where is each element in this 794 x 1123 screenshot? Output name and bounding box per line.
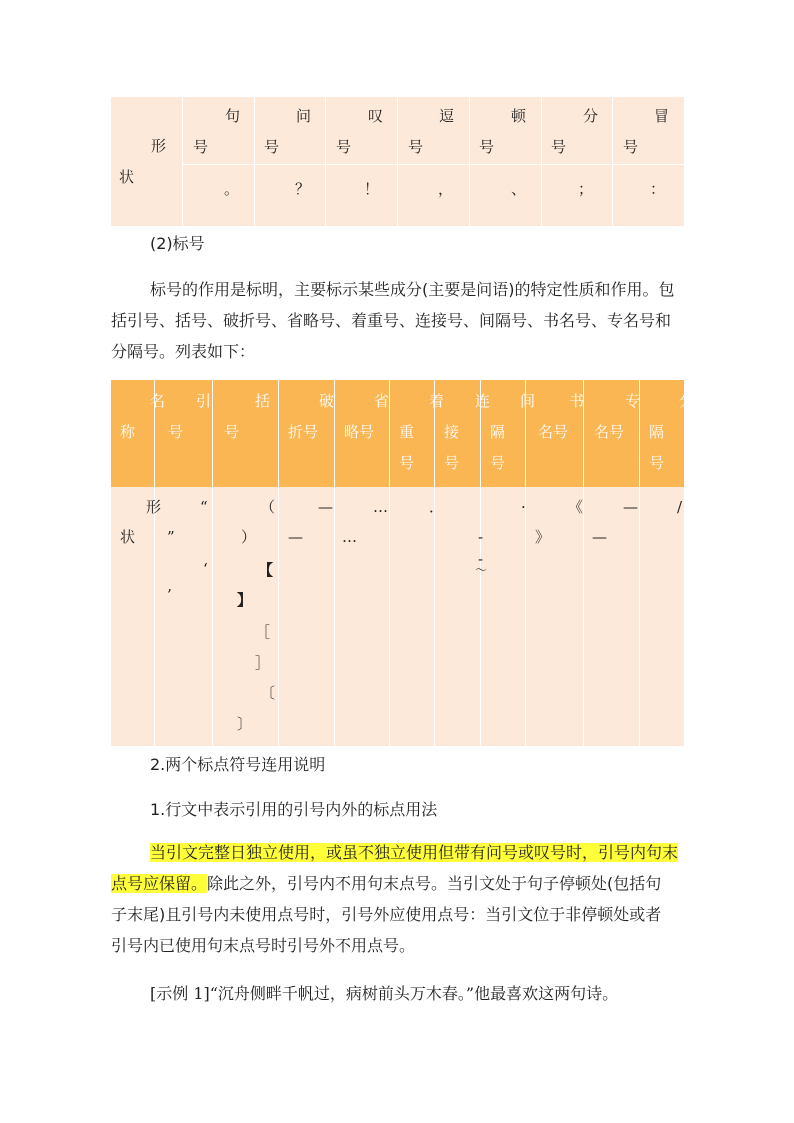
column-header-bottom: 号 <box>193 138 209 156</box>
interpunct-mark: · <box>521 498 526 516</box>
table-divider <box>334 380 335 746</box>
table-divider <box>325 97 326 226</box>
table-divider <box>639 380 640 746</box>
book-title-mark: 《 <box>568 498 584 516</box>
header-char: 隔 <box>649 423 665 441</box>
table-divider <box>254 97 255 226</box>
bracket-mark: ［ <box>255 623 271 641</box>
column-header-bottom: 号 <box>551 138 567 156</box>
table-divider <box>212 380 213 746</box>
bracket-mark: 】 <box>237 591 253 609</box>
quote-mark: ‘ <box>203 560 208 578</box>
paragraph-line <box>111 876 661 892</box>
marker-table <box>111 380 695 746</box>
emphasis-mark: ． <box>429 498 445 516</box>
header-char: 分 <box>679 392 695 410</box>
header-char: 略号 <box>344 423 375 441</box>
paragraph-line: 引号内已使用句末点号时引号外不用点号。 <box>111 936 416 955</box>
dash-mark: — <box>288 528 303 546</box>
example-line: [示例 1]“沉舟侧畔千帆过，病树前头万木春。”他最喜欢这两句诗。 <box>150 984 619 1003</box>
header-char: 称 <box>120 423 136 441</box>
header-char: 接 <box>444 423 460 441</box>
section-heading-biaohao: (2)标号 <box>150 234 205 253</box>
mark-cell: ？ <box>295 180 311 198</box>
header-char: 隔 <box>490 423 506 441</box>
table-divider <box>541 97 542 226</box>
section-heading: 2.两个标点符号连用说明 <box>150 755 326 774</box>
table-divider <box>182 97 183 226</box>
connector-mark: - <box>478 528 484 546</box>
column-header-top: 顿 <box>511 107 527 125</box>
header-char: 括 <box>255 392 271 410</box>
table-divider <box>154 380 155 746</box>
header-char: 号 <box>224 423 240 441</box>
paragraph-line: 分隔号。列表如下： <box>111 342 256 361</box>
table-divider <box>434 380 435 746</box>
header-char: 着 <box>429 392 445 410</box>
highlighted-text: 当引文完整日独立使用，或虽不独立使用但带有问号或叹号时，引号内句末 <box>150 843 679 862</box>
header-char: 名 <box>150 392 166 410</box>
table-divider <box>583 380 584 746</box>
column-header-top: 冒 <box>654 107 670 125</box>
bracket-mark: ］ <box>255 654 271 672</box>
column-header-bottom: 号 <box>336 138 352 156</box>
header-char: 号 <box>444 454 460 472</box>
table-divider <box>389 380 390 746</box>
paragraph-line: 括引号、括号、破折号、省略号、着重号、连接号、间隔号、书名号、专名号和 <box>111 311 672 330</box>
proper-noun-mark: — <box>592 528 607 546</box>
mark-cell: 、 <box>511 180 527 198</box>
table-divider <box>278 380 279 746</box>
mark-cell: 。 <box>224 180 240 198</box>
column-header-bottom: 号 <box>479 138 495 156</box>
header-char: 引 <box>196 392 212 410</box>
connector-mark: ～ <box>475 563 488 577</box>
ellipsis-mark: … <box>373 498 388 516</box>
header-char: 书 <box>569 392 585 410</box>
paragraph-text: 除此之外，引号内不用句末点号。当引文处于句子停顿处(包括句 <box>207 874 662 893</box>
header-char: 破 <box>319 392 335 410</box>
bracket-mark: ） <box>241 528 257 546</box>
header-char: 名号 <box>594 423 625 441</box>
table-divider <box>525 380 526 746</box>
quote-mark: “ <box>200 498 208 516</box>
column-header-bottom: 号 <box>408 138 424 156</box>
table-divider <box>397 97 398 226</box>
paragraph-line: 标号的作用是标明，主要标示某些成分(主要是问语)的特定性质和作用。包 <box>150 280 675 299</box>
dash-mark: — <box>318 498 333 516</box>
header-char: 号 <box>399 454 415 472</box>
column-header-top: 句 <box>225 107 241 125</box>
row-header-char: 状 <box>119 168 135 186</box>
table-divider <box>612 97 613 226</box>
book-title-mark: 》 <box>535 528 551 546</box>
ellipsis-mark: … <box>342 528 357 546</box>
column-header-top: 叹 <box>368 107 384 125</box>
column-header-top: 逗 <box>439 107 455 125</box>
row-header-char: 形 <box>151 137 167 155</box>
mark-cell: ； <box>578 180 594 198</box>
header-char: 折号 <box>288 423 319 441</box>
header-char: 连 <box>475 392 491 410</box>
header-char: 专 <box>625 392 641 410</box>
table-divider <box>469 97 470 226</box>
point-marks-table <box>111 97 684 226</box>
bracket-mark: （ <box>260 498 276 516</box>
bracket-mark: 【 <box>258 561 274 579</box>
column-header-top: 分 <box>583 107 599 125</box>
row-header-char: 状 <box>120 528 136 546</box>
section-subheading: 1.行文中表示引用的引号内外的标点用法 <box>150 800 438 819</box>
row-header-char: 形 <box>146 498 162 516</box>
header-char: 号 <box>168 423 184 441</box>
column-header-bottom: 号 <box>623 138 639 156</box>
header-char: 号 <box>649 454 665 472</box>
header-char: 号 <box>490 454 506 472</box>
mark-cell: ！ <box>364 180 380 198</box>
mark-cell: ： <box>650 180 666 198</box>
header-char: 重 <box>399 423 415 441</box>
bracket-mark: 〔 <box>260 684 276 702</box>
paragraph-line: 子末尾)且引号内未使用点号时，引号外应使用点号：当引文位于非停顿处或者 <box>111 905 662 924</box>
table-divider <box>182 164 684 165</box>
proper-noun-mark: — <box>623 498 638 516</box>
highlighted-text: 点号应保留。 <box>111 874 208 893</box>
header-char: 省 <box>374 392 390 410</box>
header-char: 间 <box>520 392 536 410</box>
connector-mark: - <box>478 550 484 568</box>
header-char: 名号 <box>538 423 569 441</box>
column-header-top: 问 <box>296 107 312 125</box>
quote-mark: ” <box>167 528 175 546</box>
paragraph-line <box>150 845 678 861</box>
bracket-mark: 〕 <box>237 715 253 733</box>
column-header-bottom: 号 <box>264 138 280 156</box>
quote-mark: ’ <box>167 586 172 604</box>
table-body-band <box>111 487 684 746</box>
mark-cell: ， <box>438 180 454 198</box>
separator-mark: / <box>677 498 683 516</box>
